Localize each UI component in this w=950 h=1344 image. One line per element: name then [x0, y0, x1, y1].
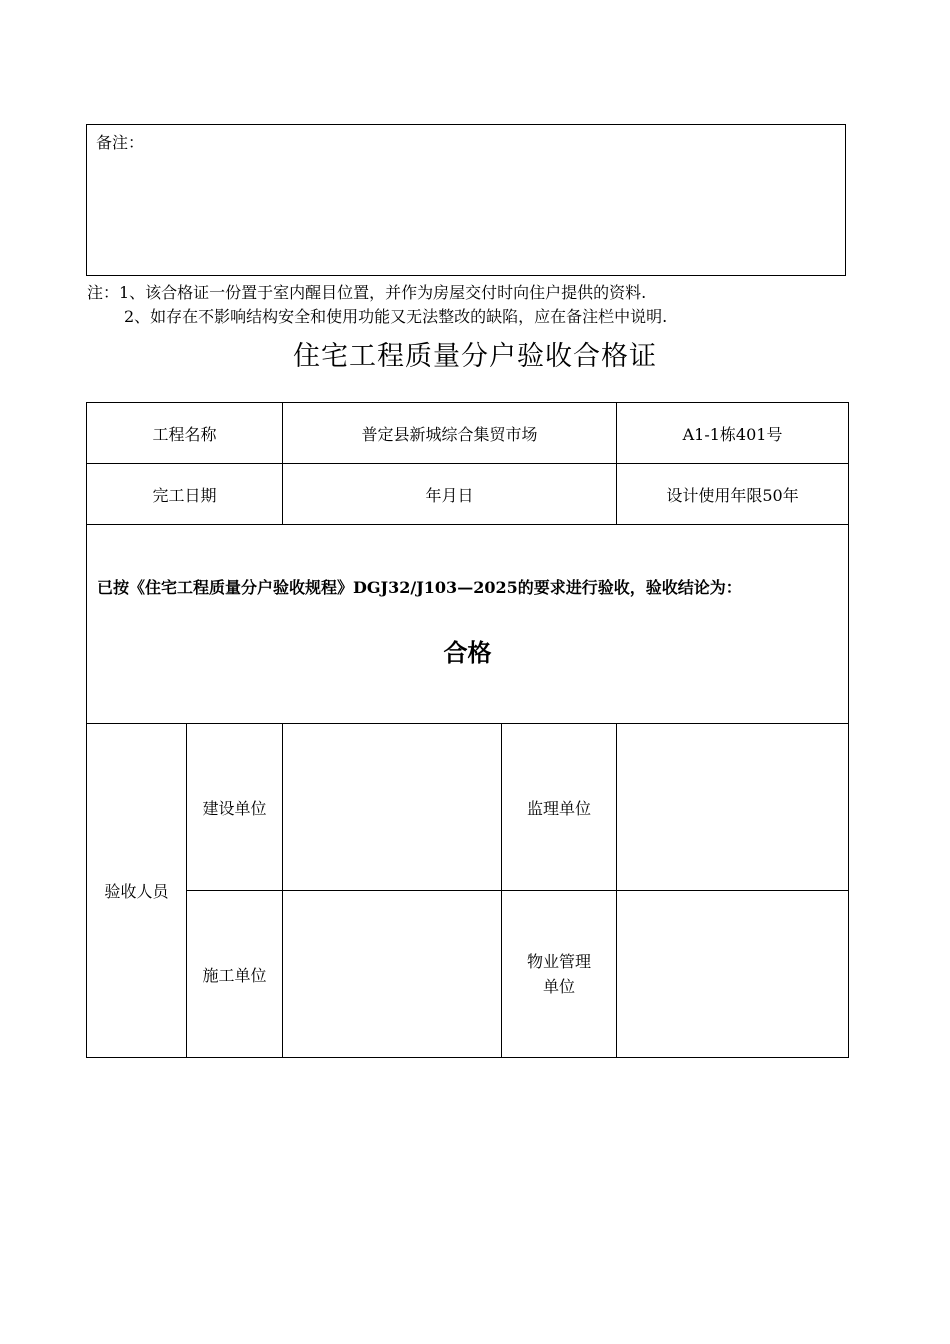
construction-owner-label: 建设单位: [187, 724, 283, 891]
signature-row-2: [87, 891, 849, 1058]
contractor-label: 施工单位: [187, 891, 283, 1058]
property-mgmt-label-line-1: 物业管理: [527, 952, 592, 971]
remarks-label: 备注：: [96, 133, 145, 152]
conclusion-statement: 已按《住宅工程质量分户验收规程》DGJ32/J103—2025的要求进行验收，验收结论为：: [97, 578, 742, 597]
design-life: 设计使用年限50年: [617, 464, 849, 525]
completion-row: [87, 464, 849, 525]
construction-owner-signature[interactable]: [283, 724, 502, 891]
inspection-result: 合格: [443, 638, 492, 667]
completion-date-label: 完工日期: [87, 464, 283, 525]
remarks-box: [86, 124, 846, 276]
document-title: 住宅工程质量分户验收合格证: [293, 341, 657, 372]
supervision-signature[interactable]: [617, 724, 849, 891]
contractor-signature[interactable]: [283, 891, 502, 1058]
property-mgmt-signature[interactable]: [617, 891, 849, 1058]
project-name-label: 工程名称: [87, 403, 283, 464]
note-line-2: 2、如存在不影响结构安全和使用功能又无法整改的缺陷，应在备注栏中说明.: [124, 307, 668, 326]
note-line-1: 注：1、该合格证一份置于室内醒目位置，并作为房屋交付时向住户提供的资料.: [87, 283, 647, 302]
conclusion-cell: [87, 525, 849, 724]
supervision-label: 监理单位: [502, 724, 617, 891]
signature-row-1: [87, 724, 849, 891]
conclusion-row: [87, 525, 849, 724]
project-name-value: 普定县新城综合集贸市场: [283, 403, 617, 464]
project-row: [87, 403, 849, 464]
certificate-table: [86, 402, 849, 1058]
property-mgmt-label-line-2: 单位: [543, 977, 576, 996]
property-mgmt-label: [502, 891, 617, 1058]
inspectors-label: 验收人员: [87, 724, 187, 1058]
unit-number: A1-1栋401号: [617, 403, 849, 464]
completion-date-value: 年月日: [283, 464, 617, 525]
